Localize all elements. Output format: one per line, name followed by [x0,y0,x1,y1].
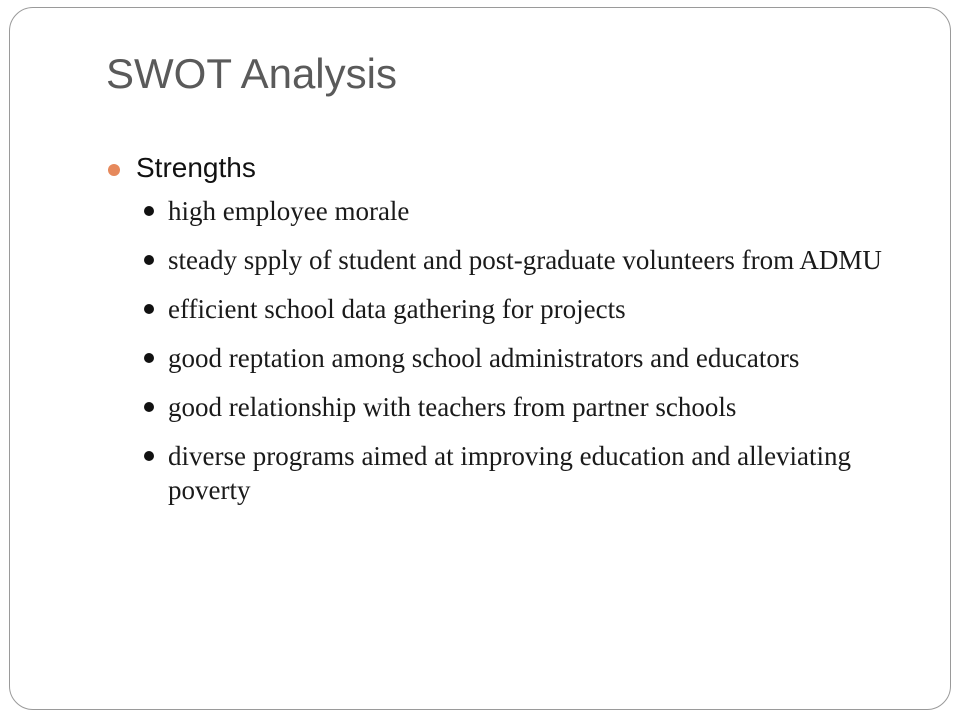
strengths-heading: Strengths [136,152,256,183]
strengths-section [106,148,906,505]
strengths-list [144,194,888,522]
list-item-text: diverse programs aimed at improving education and alleviating poverty [168,441,852,505]
list-item-text: good relationship with teachers from partner schools [168,392,737,422]
bullet-icon [144,402,154,412]
list-item [144,194,888,228]
bullet-icon [144,304,154,314]
bullet-icon [144,451,154,461]
list-item [144,243,888,277]
bullet-icon [144,206,154,216]
slide-title: SWOT Analysis [106,50,397,97]
list-item [144,390,888,424]
list-item-text: good reptation among school administrators and educators [168,343,800,373]
bullet-icon [144,255,154,265]
list-item-text: efficient school data gathering for projects [168,294,626,324]
bullet-icon [144,353,154,363]
strengths-heading-row [106,148,906,188]
list-item-text: steady spply of student and post-graduate volunteers from ADMU [168,245,882,275]
list-item-text: high employee morale [168,196,410,226]
list-item [144,439,888,507]
list-item [144,341,888,375]
list-item [144,292,888,326]
orange-bullet-icon [108,164,120,176]
